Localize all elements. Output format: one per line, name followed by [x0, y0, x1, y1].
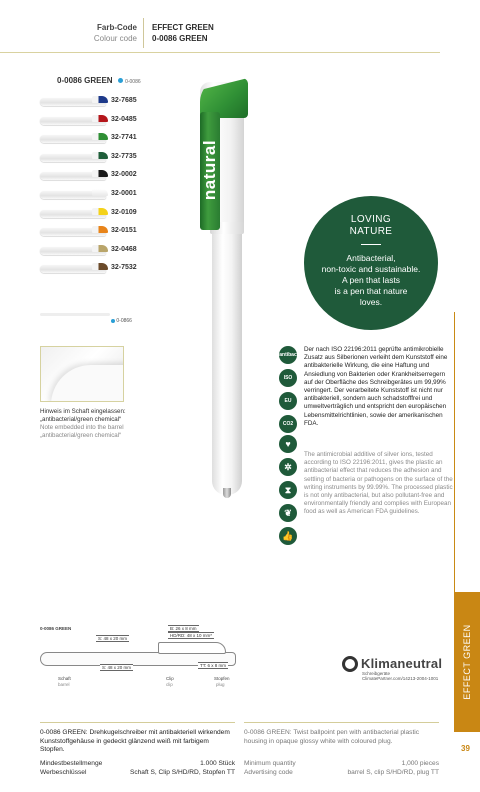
footer-print-label-en: Advertising code	[244, 769, 293, 776]
variant-plug-swatch	[92, 152, 108, 159]
footer-desc-en: 0-0086 GREEN: Twist ballpoint pen with antibacterial plastic housing in opaque glossy white with coloured plug.	[244, 729, 420, 745]
iso-icon: ISO	[279, 369, 297, 387]
footer-qty-label-en: Minimum quantity	[244, 760, 296, 767]
footer-qty-label-de: Mindestbestellmenge	[40, 760, 103, 767]
variant-title-code: 0-0086 GREEN	[57, 76, 113, 85]
variant-row	[40, 225, 170, 239]
part-plug: plug	[216, 682, 225, 687]
variant-row	[40, 262, 170, 276]
variant-plug-swatch	[92, 170, 108, 177]
detail-pen-shape	[51, 365, 124, 402]
footer-rule-de	[40, 722, 235, 723]
section-tab-label: EFFECT GREEN	[462, 624, 472, 700]
thumbs-up-icon: 👍	[279, 527, 297, 545]
loving-nature-badge	[304, 196, 438, 330]
section-tab	[454, 592, 480, 732]
variant-row	[40, 95, 170, 109]
variant-code: 32-0151	[111, 227, 137, 235]
description-en: The antimicrobial additive of silver ions, tested according to ISO 22196:2011, gives the plastic an antibacterial effect that reduces the adhesion and settling of bacteria or pathogens on the surface of the writing instruments by 99.99%. The processed plastic is not only antibacterial, but also pollutant-free and environmentally friendly and complies with European food as well as American FDA guidelines.	[304, 451, 453, 516]
co2-icon: CO2	[279, 415, 297, 433]
header-color-code: 0-0086 GREEN	[152, 34, 208, 43]
dim-barrel-2: S: 48 x 20 mm	[102, 665, 132, 670]
variant-code: 32-7532	[111, 264, 137, 272]
variant-plug-swatch	[92, 208, 108, 215]
dim-clip-1: B: 26 x 8 mm	[170, 626, 197, 631]
dim-clip-2: HD/RD: 48 x 10 mm*	[170, 633, 213, 638]
badge-line-2: non-toxic and sustainable.	[321, 264, 421, 274]
badge-title-2: NATURE	[349, 226, 393, 237]
variant-title-sub: 0-0086	[125, 79, 141, 85]
footer-desc-de: 0-0086 GREEN: Drehkugelschreiber mit antibakteriell wirkendem Kunststoffgehäuse in gedeckt glänzend weiß mit farbigem Stopfen.	[40, 729, 230, 754]
dim-barrel-1: S: 48 x 20 mm	[98, 636, 128, 641]
pen-tip	[223, 488, 231, 498]
variant-row	[40, 207, 170, 221]
variant-row	[40, 151, 170, 165]
variant-plug-swatch	[92, 189, 108, 196]
variant-pen-thumbnail	[40, 313, 110, 316]
badge-title-1: LOVING	[350, 214, 392, 225]
variant-row	[40, 244, 170, 258]
variant-code: 32-7735	[111, 152, 137, 160]
variant-code: 32-0468	[111, 245, 137, 253]
description-de: Der nach ISO 22196:2011 geprüfte antimikrobielle Zusatz aus Silberionen verleiht dem Kunststoff eine antibakterielle Wirkung, die eine Haftung und Ansiedlung von Bakterien oder Krankheitserregern auf der Oberfläche des Schreibgerätes um 99,99% verringert. Der verarbeitete Kunststoff ist nicht nur antibakteriell, sondern auch schadstofffrei und umweltverträglich und entspricht den europäischen Lebensmittelrichtlinien, sowie der amerikanischen FDA.	[304, 346, 448, 427]
variant-plug-swatch	[92, 96, 108, 103]
variant-plug-swatch	[92, 245, 108, 252]
footer-print-value-de: Schaft S, Clip S/HD/RD, Stopfen TT	[129, 769, 235, 776]
detail-caption-en: Note embedded into the barrel „antibacterial/green chemical“	[40, 424, 124, 439]
header-label-en: Colour code	[93, 34, 137, 43]
footer-rule-en	[244, 722, 439, 723]
page-number: 39	[461, 744, 470, 753]
part-stopfen: Stopfen	[214, 676, 230, 681]
pen-imprint-text: natural	[200, 139, 219, 201]
part-clip-en: clip	[166, 682, 173, 687]
detail-image	[40, 346, 124, 402]
climate-neutral-logo-icon	[342, 656, 358, 672]
tech-code-label: 0-0086 GREEN	[40, 626, 72, 631]
leaf-icon: ❦	[279, 504, 297, 522]
variant-code: 32-0002	[111, 171, 137, 179]
hourglass-icon: ⧗	[279, 481, 297, 499]
variant-row	[40, 169, 170, 183]
variant-title	[57, 76, 141, 85]
pen-imprint	[200, 120, 220, 220]
variant-code: 32-7685	[111, 97, 137, 104]
variant-code: 32-0109	[111, 208, 137, 216]
virus-icon: ✲	[279, 458, 297, 476]
badge-line-4: is a pen that nature	[334, 286, 408, 296]
badge-rule	[361, 244, 381, 245]
variant-code: 32-0485	[111, 115, 137, 123]
heart-icon: ♥	[279, 435, 297, 453]
variant-plug-swatch	[92, 133, 108, 140]
variant-last-code-text: 0-0866	[116, 318, 132, 324]
accent-line	[454, 312, 455, 592]
eu-icon: EU	[279, 392, 297, 410]
footer-print-value-en: barrel S, clip S/HD/RD, plug TT	[347, 769, 439, 776]
header-rule	[0, 52, 440, 53]
logo-sub-line-2: ClimatePartner.com/14213-2004-1001	[362, 676, 439, 681]
detail-caption-de: Hinweis im Schaft eingelassen: „antibacterial/green chemical“	[40, 408, 126, 423]
logo-sub-line-1: Schreibgeräte	[362, 671, 391, 676]
variant-row	[40, 132, 170, 146]
part-schaft: Schaft	[58, 676, 71, 681]
tech-clip-outline	[158, 642, 226, 654]
footer-qty-value-de: 1.000 Stück	[200, 760, 235, 767]
header-color-name: EFFECT GREEN	[152, 23, 214, 32]
variant-plug-swatch	[92, 226, 108, 233]
variant-row	[40, 188, 170, 202]
badge-line-1: Antibacterial,	[346, 253, 396, 263]
antibacterial-icon: antibac	[279, 346, 297, 364]
badge-line-5: loves.	[359, 297, 383, 307]
part-barrel: barrel	[58, 682, 70, 687]
header-divider	[143, 18, 144, 48]
badge-line-3: A pen that lasts	[341, 275, 401, 285]
footer-print-label-de: Werbeschlüssel	[40, 769, 87, 776]
pen-barrel	[212, 225, 242, 495]
header-label-de: Farb-Code	[97, 23, 137, 32]
variant-dot-icon	[118, 78, 123, 83]
variant-plug-swatch	[92, 263, 108, 270]
dim-plug: TT: 6 x 8 mm	[200, 663, 227, 668]
variant-code: 32-7741	[111, 134, 137, 142]
variant-last-code	[111, 318, 132, 324]
part-clip: Clip	[166, 676, 174, 681]
variant-code: 32-0001	[111, 190, 137, 197]
variant-row	[40, 114, 170, 128]
logo-sub	[362, 671, 438, 681]
logo-name: Klimaneutral	[361, 656, 443, 671]
variant-plug-swatch	[92, 115, 108, 122]
variant-dot-icon	[111, 319, 115, 323]
footer-qty-value-en: 1,000 pieces	[401, 760, 439, 767]
